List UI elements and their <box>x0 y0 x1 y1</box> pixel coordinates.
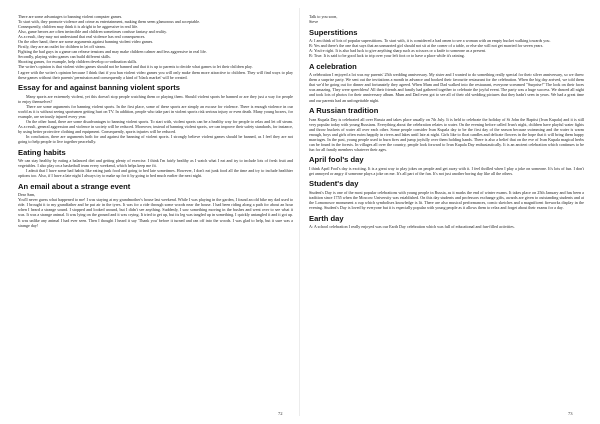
section-heading: Eating habits <box>18 147 66 157</box>
email-closing <box>309 14 584 24</box>
section-heading: A celebration <box>309 61 357 71</box>
earth-day-section <box>309 214 584 230</box>
dialogue-line: B: Yes and there's the one that says that an unmarried girl should not sit at the corner of a table, or else she will not get married for seven years. <box>309 43 544 49</box>
intro-line: To start with, they promote violence and crime as entertainment, making them seem glamorous and acceptable. <box>18 19 201 25</box>
essay-paragraph: In conclusion, there are arguments both for and against the banning of violent sports. I strongly believe violent games should be banned, as I feel they are not going to help people to live together peacefully. <box>18 133 293 145</box>
eating-paragraph: We can stay healthy by eating a balanced diet and getting plenty of exercise. I think I'm fairly healthy as I watch what I eat and try to include lots of fresh fruit and vegetables. I also play on a basketball team every weekend, which helps keep me fit. <box>18 158 293 169</box>
page-gutter <box>299 8 300 416</box>
intro-line: There are some advantages to banning violent computer games. <box>18 14 123 19</box>
students-paragraph: Student's Day is one of the most popular celebrations with young people in Russia, as it marks the end of winter exams. It takes place on 25th January and has been a tradition since 1755 when the Moscow University was established. On this day students and professors exchange gifts, awards are given to outstanding students and at the Lomonosov monument a cup which symbolises knowledge is lit. There are also musical performances, comic sketches and a magnificent fireworks display in the evening. Student's Day is loved by everyone but it is especially popular with young people as it allows them to relax and forget about their exams for a day. <box>309 189 584 211</box>
intro-summary <box>18 14 293 80</box>
section-heading: Student's day <box>309 179 359 189</box>
dialogue-line: A: I am think of lots of popular superstitions. To start with, it is considered a bad omen to see a woman with an empty bucket walking towards you. <box>309 38 551 44</box>
intro-line: I agree with the writer's opinion because I think that if you ban violent video games you will only make them more attractive to children. They will find ways to play these games without their parents' permission and consequently a kind of 'black market' will be created. <box>18 69 293 80</box>
section-heading: Essay for and against banning violent sports <box>18 83 181 93</box>
left-page <box>18 14 293 410</box>
intro-line: Also, game heroes are often invincible and children sometimes confuse fantasy and reality. <box>18 29 167 35</box>
right-page <box>309 14 584 410</box>
celebration-section <box>309 62 584 103</box>
intro-line: Shooting games, for example, help children develop co-ordination skills. <box>18 59 138 65</box>
celebration-paragraph: A celebration I enjoyed a lot was my parents' 25th wedding anniversary. My sister and I wanted to do something really special for their silver anniversary, so we threw them a surprise party. We sent out the invitations a month in advance and booked their favourite restaurant for the celebration. When the big day arrived, we told them that we'd be going out for dinner and fortunately they agreed. When Mum and Dad walked into the restaurant, everyone screamed "Surprise!" The look on their faces was amazing. They were speechless! All their friends and family had gathered together to celebrate the joyful event. The party was a huge success. We danced all night and took lots of photos for their anniversary album. Mum and Dad even got to see all of their old wedding pictures that they hadn't seen in years. We had a great time and our parents had an unforgettable night. <box>309 72 584 103</box>
russian-tradition-section <box>309 106 584 152</box>
tradition-paragraph: Ivan Kupala Day is celebrated all over Russia and takes place usually on 7th July. It is held to celebrate the holiday of St John the Baptist (Ivan Kupala) and it is still very popular today with young Russians. Everything about the celebration relates to water. On the evening before called Ivan's night, children have playful water fights and throw buckets of water all over each other. Some people consider Ivan Kupala day to be the first day of the season because swimming and the water is warm enough, boys and girls often swim happily in rivers and lakes until late at night. Girls like to float candles and delicate flowers in the hope that it will bring them happy marriages. In the past, young people used to burn fires and jump joyfully over them holding hands. There is also a belief that on the eve of Ivan Kupala magical herbs can be found in the forests. In villages all over the country, people look forward to Ivan Kupala Day enthusiastically. It is an ancient celebration which continues to be fun for all family members whatever their ages. <box>309 116 584 152</box>
essay-paragraph: There are some arguments for banning violent sports. In the first place, some of these sports are simply an excuse for violence. There is enough violence in our world as it is without seeing sportsmen getting hurt on TV. In addition, people who take part in violent sports risk serious injury or even death. Many young boxers, for example, are seriously injured every year. <box>18 103 293 119</box>
intro-line: Consequently, children may think it is alright to be aggressive in real life. <box>18 24 139 30</box>
closing-line: Steve <box>309 19 319 25</box>
intro-line: The writer's opinion is that violent video games should not be banned and that it is up to parents to decide what games to let their children play. <box>18 64 253 70</box>
intro-line: Fighting the bad guys in a game can release tensions and may make children calmer and less aggressive in real life. <box>18 49 207 55</box>
dialogue-line: B: True. It is said to be good luck to trip over your left foot or to have a place while it's raining. <box>309 53 465 59</box>
closing-line: Talk to you soon, <box>309 14 338 19</box>
section-heading: An email about a strange event <box>18 181 131 191</box>
section-heading: Superstitions <box>309 27 358 37</box>
intro-line: Firstly, they are an outlet for children to let off steam. <box>18 44 106 50</box>
dialogue-line: A: You're right. It is also bad luck to give anything sharp such as scissors or a knife to someone as a present. <box>309 48 487 54</box>
page-number: 72 <box>278 411 283 416</box>
superstitions-section <box>309 28 584 59</box>
email-salutation: Dear Sam, <box>18 192 36 198</box>
essay-paragraph: On the other hand, there are some disadvantages to banning violent sports. To start with, violent sports can be a healthy way for people to relax and let off steam. As a result, general aggression and violence in society will be reduced. Moreover, instead of banning violent sports, we can improve their safety standards, for instance, by using better protective clothing and equipment. Consequently, sports injuries will be reduced. <box>18 118 293 134</box>
section-heading: April fool's day <box>309 155 364 165</box>
eating-paragraph: I admit that I have some bad habits like eating junk food and going to bed late sometimes. However, I don't eat junk food all the time and try to include healthier options too. Also, if I have a late night I always try to make up for it by going to bed much earlier the next night. <box>18 168 293 179</box>
section-heading: A Russian tradition <box>309 106 379 116</box>
april-paragraph: I think April Fool's day is exciting. It is a great way to play jokes on people and get away with it. I feel thrilled when I play a joke on someone. It's lots of fun. I don't get annoyed or angry if someone plays a joke on me. It's all part of the fun. It's not just another boring day like all the others. <box>309 165 584 176</box>
section-heading: Earth day <box>309 213 344 223</box>
essay-paragraph: Many sports are extremely violent, yet this doesn't stop people watching them or playing them. Should violent sports be banned or are they just a way for people to enjoy themselves? <box>18 93 293 104</box>
earth-paragraph: A: A school celebration I really enjoyed was our Earth Day celebration which was full of educational and fun-filled activities. <box>309 224 515 230</box>
intro-line: Secondly, playing video games can build different skills. <box>18 54 111 60</box>
intro-line: On the other hand, there are some arguments against banning violent video games. <box>18 39 154 45</box>
april-fools-section <box>309 155 584 176</box>
email-section <box>18 182 293 228</box>
students-day-section <box>309 179 584 210</box>
eating-section <box>18 148 293 179</box>
intro-line: As a result, they may not understand that real violence has real consequences. <box>18 34 146 40</box>
email-body: You'll never guess what happened to me! I was staying at my grandmother's house last weekend. While I was playing in the garden, I found an old bike my dad used to ride. I brought it to my grandfather and he put air in the tyres. It was for a ride through some woods near the house. I had been riding along a path for about an hour when I heard a strange sound. I stopped and looked around, but I didn't see anything. Suddenly, I saw something moving in the bushes and went over to see what it was. It was a strange animal. It was lying on the ground and it was crying. It tried to get up, but its leg was tangled up in something. I quickly untangled it and it got up. It was unlike any animal I had ever seen. Then I thought I heard it say 'Thank you' before it turned and ran off into the woods. I was glad to help, but it sure was a strange day! <box>18 197 293 228</box>
essay-section <box>18 83 293 144</box>
page-number: 73 <box>568 411 573 416</box>
